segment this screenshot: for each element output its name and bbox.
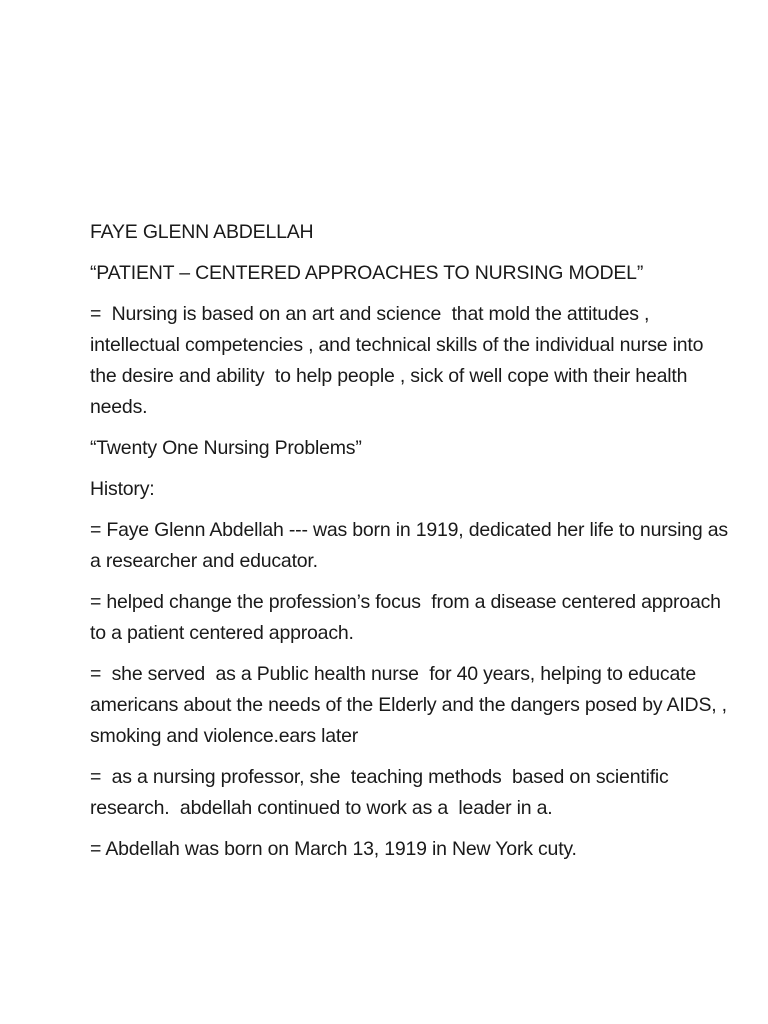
history-item: = she served as a Public health nurse for 40 years, helping to educate americans about the needs of the Elderly and the dangers posed by AIDS, , smoking and violence.ears later: [90, 663, 733, 747]
history-item: = as a nursing professor, she teaching methods based on scientific research. abdellah continued to work as a leader in a.: [90, 766, 674, 819]
problems-heading: “Twenty One Nursing Problems”: [90, 437, 362, 459]
model-title: “PATIENT – CENTERED APPROACHES TO NURSING MODEL”: [90, 262, 644, 284]
history-item: = helped change the profession’s focus from a disease centered approach to a patient centered approach.: [90, 591, 727, 644]
document-body: [90, 217, 734, 875]
history-heading: History:: [90, 478, 155, 500]
definition-paragraph: = Nursing is based on an art and science that mold the attitudes , intellectual competencies , and technical skills of the individual nurse into the desire and ability to help people , sick of well cope with their health needs.: [90, 303, 709, 418]
document-title: FAYE GLENN ABDELLAH: [90, 221, 314, 243]
history-item: = Faye Glenn Abdellah --- was born in 1919, dedicated her life to nursing as a researcher and educator.: [90, 519, 734, 572]
history-item: = Abdellah was born on March 13, 1919 in New York cuty.: [90, 838, 577, 860]
